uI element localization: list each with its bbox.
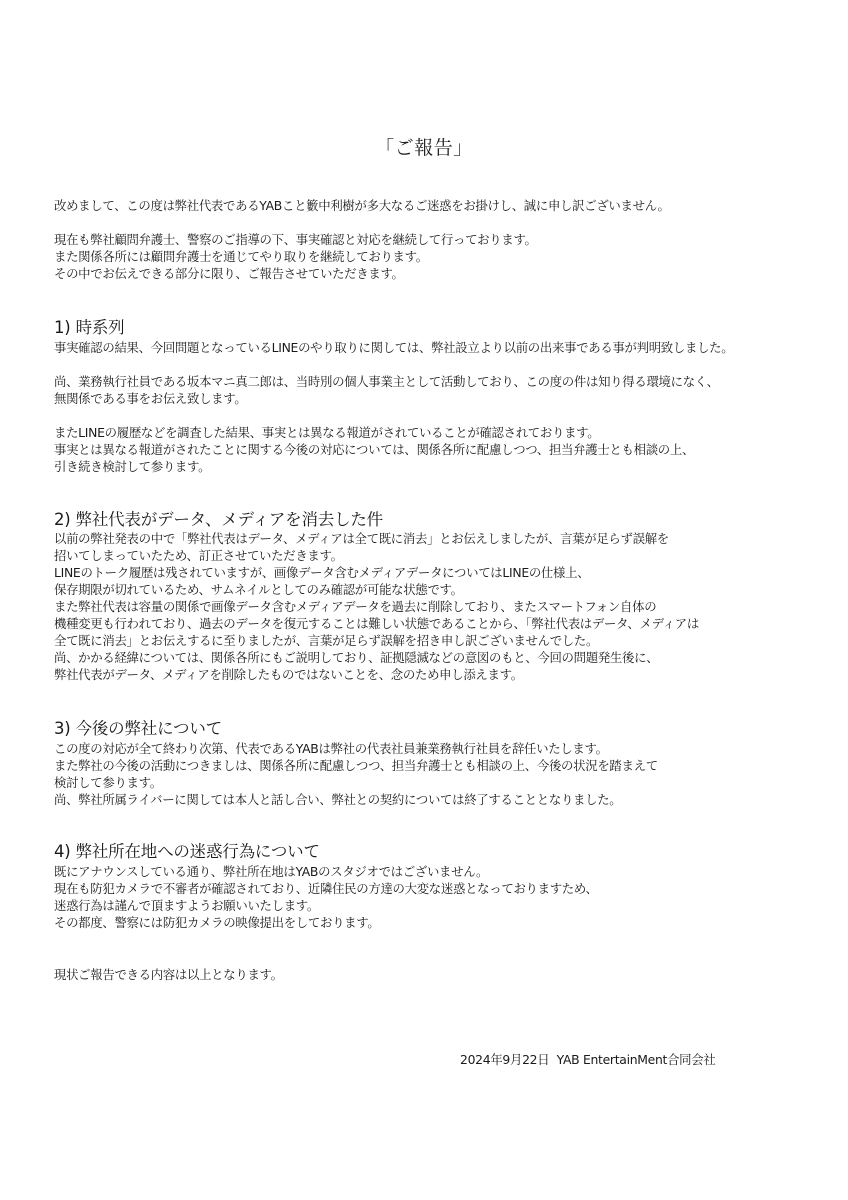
intro-apology: 改めまして、この度は弊社代表であるYABこと籔中利樹が多大なるご迷惑をお掛けし、誠に申し訳ございません。: [54, 198, 670, 213]
section-2-line: 以前の弊社発表の中で「弊社代表はデータ、メディアは全て既に消去」とお伝えしましたが、言葉が足らず誤解を: [54, 531, 669, 546]
section-3-line: 尚、弊社所属ライバーに関しては本人と話し合い、弊社との契約については終了することとなりました。: [54, 792, 622, 807]
section-2-line: LINEのトーク履歴は残されていますが、画像データ含むメディアデータについてはLINEの仕様上、: [54, 565, 590, 580]
section-2-line: 保存期限が切れているため、サムネイルとしてのみ確認が可能な状態です。: [54, 582, 463, 597]
section-heading-nuisance: 4) 弊社所在地への迷惑行為について: [54, 842, 320, 861]
footer-company: YAB EntertainMent合同会社: [556, 1052, 716, 1067]
intro-line: また関係各所には顧問弁護士を通じてやり取りを継続しております。: [54, 249, 428, 264]
section-3-line: この度の対応が全て終わり次第、代表であるYABは弊社の代表社員兼業務執行社員を辞任いたします。: [54, 741, 608, 756]
section-heading-data-deletion: 2) 弊社代表がデータ、メディアを消去した件: [54, 510, 383, 529]
section-1-line: 事実とは異なる報道がされたことに関する今後の対応については、関係各所に配慮しつつ、担当弁護士とも相談の上、: [54, 442, 695, 457]
section-2-line: 全て既に消去」とお伝えするに至りましたが、言葉が足らず誤解を招き申し訳ございませんでした。: [54, 633, 599, 648]
section-1-line: またLINEの履歴などを調査した結果、事実とは異なる報道がされていることが確認されております。: [54, 425, 600, 440]
closing-statement: 現状ご報告できる内容は以上となります。: [54, 967, 283, 982]
section-4-line: 現在も防犯カメラで不審者が確認されており、近隣住民の方達の大変な迷惑となっておりますため、: [54, 881, 598, 896]
section-3-line: また弊社の今後の活動につきましは、関係各所に配慮しつつ、担当弁護士とも相談の上、今後の状況を踏まえて: [54, 758, 658, 773]
section-4-line: その都度、警察には防犯カメラの映像提出をしております。: [54, 915, 380, 930]
section-4-line: 迷惑行為は謹んで頂ますようお願いいたします。: [54, 898, 320, 913]
section-heading-timeline: 1) 時系列: [54, 318, 125, 337]
section-1-line: 引き続き検討して参ります。: [54, 459, 211, 474]
intro-line: その中でお伝えできる部分に限り、ご報告させていただきます。: [54, 266, 404, 281]
section-2-line: 招いてしまっていたため、訂正させていただきます。: [54, 548, 343, 563]
document-title: 「ご報告」: [375, 137, 473, 159]
section-4-line: 既にアナウンスしている通り、弊社所在地はYABのスタジオではございません。: [54, 864, 489, 879]
section-heading-future: 3) 今後の弊社について: [54, 719, 222, 738]
section-3-line: 検討して参ります。: [54, 775, 162, 790]
footer-date: 2024年9月22日: [460, 1052, 550, 1067]
section-2-line: 弊社代表がデータ、メディアを削除したものではないことを、念のため申し添えます。: [54, 667, 523, 682]
section-1-line: 事実確認の結果、今回問題となっているLINEのやり取りに関しては、弊社設立より以前の出来事である事が判明致しました。: [54, 340, 734, 355]
section-1-line: 無関係である事をお伝え致します。: [54, 391, 247, 406]
section-2-line: また弊社代表は容量の関係で画像データ含むメディアデータを過去に削除しており、またスマートフォン自体の: [54, 599, 657, 614]
signature: [460, 1050, 715, 1068]
section-2-line: 機種変更も行われており、過去のデータを復元することは難しい状態であることから、「弊社代表はデータ、メディアは: [54, 616, 699, 631]
intro-line: 現在も弊社顧問弁護士、警察のご指導の下、事実確認と対応を継続して行っております。: [54, 232, 537, 247]
section-1-line: 尚、業務執行社員である坂本マニ真二郎は、当時別の個人事業主として活動しており、この度の件は知り得る環境になく、: [54, 374, 719, 389]
section-2-line: 尚、かかる経緯については、関係各所にもご説明しており、証拠隠滅などの意図のもと、今回の問題発生後に、: [54, 650, 659, 665]
